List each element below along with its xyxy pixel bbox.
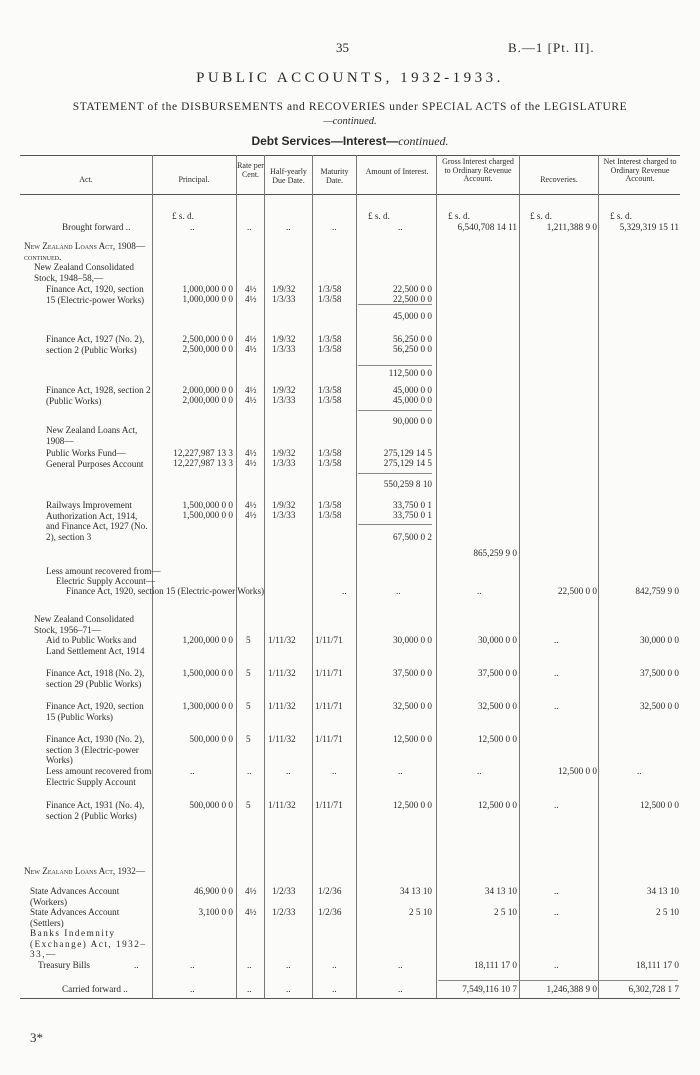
cell-due: 1/2/33 <box>272 886 296 896</box>
col-rule-5 <box>356 155 357 998</box>
table-bottom-rule <box>20 998 680 999</box>
cell-rate: 4½ <box>245 284 257 294</box>
section-title-cont: continued. <box>398 134 449 148</box>
cell-net: 30,000 0 0 <box>639 635 679 645</box>
cell-dots: .. <box>190 960 195 970</box>
less-recovered-line1: Less amount recovered from— <box>46 566 161 576</box>
nz-loans-1932-heading: New Zealand Loans Act, 1932— <box>24 866 146 876</box>
col-rule-8 <box>598 155 599 998</box>
cell-gross: 865,259 9 0 <box>473 548 517 558</box>
cell-dots: .. <box>398 960 403 970</box>
cell-dots: .. <box>477 766 482 776</box>
pwf-heading: New Zealand Loans Act, 1908— <box>46 425 138 446</box>
less-recovered-line2: Electric Supply Account— <box>56 576 155 586</box>
col-header-principal: Principal. <box>178 175 210 184</box>
col-header-half-yearly: Half-yearly Due Date. <box>270 167 307 185</box>
cell-net: 6,302,728 1 7 <box>628 984 679 994</box>
cell-maturity: 1/11/71 <box>315 734 343 744</box>
cell-amount: 56,250 0 0 <box>392 344 432 354</box>
cell-amount: 2 5 10 <box>409 907 432 917</box>
cell-amount: 37,500 0 0 <box>392 668 432 678</box>
cell-net: 37,500 0 0 <box>639 668 679 678</box>
unit-principal: £ s. d. <box>172 211 194 221</box>
cell-maturity: 1/3/58 <box>318 294 342 304</box>
cell-recoveries: .. <box>554 907 559 917</box>
col-rule-4 <box>312 155 313 998</box>
act-fa1931: Finance Act, 1931 (No. 4), section 2 (Public Works) <box>46 800 145 821</box>
cell-due: 1/3/33 <box>272 344 296 354</box>
cell-rate: 5 <box>246 668 251 678</box>
cell-maturity: 1/2/36 <box>318 907 342 917</box>
cell-rate: 4½ <box>245 886 257 896</box>
cell-recoveries: 1,211,388 9 0 <box>546 222 597 232</box>
cell-due: 1/11/32 <box>268 668 296 678</box>
cell-principal: 1,000,000 0 0 <box>182 294 233 304</box>
cell-rate: 4½ <box>245 907 257 917</box>
cell-dots: .. <box>190 984 195 994</box>
cell-recoveries: .. <box>554 701 559 711</box>
cell-amount: 22,500 0 0 <box>392 294 432 304</box>
cell-rate: 5 <box>246 734 251 744</box>
cell-dots: .. <box>286 222 291 232</box>
cell-maturity: 1/11/71 <box>315 701 343 711</box>
cell-gross: 34 13 10 <box>484 886 517 896</box>
cell-rate: 4½ <box>245 334 257 344</box>
cell-recoveries: .. <box>554 960 559 970</box>
cell-recoveries: .. <box>554 800 559 810</box>
cell-due: 1/11/32 <box>268 635 296 645</box>
cell-gross: 12,500 0 0 <box>477 734 517 744</box>
cell-dots: .. <box>332 222 337 232</box>
cell-principal: 1,500,000 0 0 <box>182 510 233 520</box>
cell-maturity: 1/11/71 <box>315 800 343 810</box>
cell-amount-total: 90,000 0 0 <box>392 416 432 426</box>
cell-gross: 7,549,116 10 7 <box>462 984 517 994</box>
cell-amount: 33,750 0 1 <box>392 510 432 520</box>
cell-due: 1/9/32 <box>272 334 296 344</box>
col-header-recoveries: Recoveries. <box>540 175 578 184</box>
cell-rate: 4½ <box>245 344 257 354</box>
document-reference: B.—1 [Pt. II]. <box>508 40 595 55</box>
cell-maturity: 1/11/71 <box>315 668 343 678</box>
cell-dots: .. <box>247 766 252 776</box>
cell-dots: .. <box>286 766 291 776</box>
col-rule-6 <box>436 155 437 998</box>
subtotal-rule <box>358 365 432 366</box>
cell-dots: .. <box>286 960 291 970</box>
cell-gross: 30,000 0 0 <box>477 635 517 645</box>
cell-dots: .. <box>190 766 195 776</box>
cell-net: 842,759 9 0 <box>635 586 679 596</box>
unit-amount: £ s. d. <box>368 211 390 221</box>
carried-rule <box>438 980 678 981</box>
cell-due: 1/3/33 <box>272 458 296 468</box>
unit-recoveries: £ s. d. <box>530 211 552 221</box>
cell-maturity: 1/3/58 <box>318 334 342 344</box>
cell-due: 1/9/32 <box>272 500 296 510</box>
cell-gross: 6,540,708 14 11 <box>457 222 517 232</box>
act-fa1930: Finance Act, 1930 (No. 2), section 3 (Electric-power Works) <box>46 734 145 766</box>
cell-principal: 500,000 0 0 <box>189 800 233 810</box>
cell-amount-total: 550,259 8 10 <box>383 479 432 489</box>
cell-dots: .. <box>190 222 195 232</box>
act-railways: Railways Improvement Authorization Act, 1914, and Finance Act, 1927 (No. 2), section 3 <box>46 500 148 542</box>
cell-amount: 45,000 0 0 <box>392 395 432 405</box>
cell-amount: 275,129 14 5 <box>383 448 432 458</box>
cell-dots: .. <box>342 586 347 596</box>
cell-recoveries: 1,246,388 9 0 <box>546 984 597 994</box>
cell-amount: 33,750 0 1 <box>392 500 432 510</box>
table-header-rule <box>20 194 680 195</box>
cell-principal: 2,500,000 0 0 <box>182 334 233 344</box>
cell-amount: 34 13 10 <box>399 886 432 896</box>
cell-amount: 56,250 0 0 <box>392 334 432 344</box>
page-number: 35 <box>336 40 349 55</box>
cell-principal: 12,227,987 13 3 <box>173 458 233 468</box>
col-rule-7 <box>519 155 520 998</box>
col-header-gross: Gross Interest charged to Ordinary Revenue Account. <box>442 157 514 184</box>
cell-dots: .. <box>398 984 403 994</box>
subtotal-rule <box>358 524 432 525</box>
cell-due: 1/3/33 <box>272 294 296 304</box>
cell-maturity: 1/3/58 <box>318 510 342 520</box>
cell-principal: 1,500,000 0 0 <box>182 668 233 678</box>
cell-amount-total: 67,500 0 2 <box>392 532 432 542</box>
cell-dots: .. <box>247 222 252 232</box>
cell-maturity: 1/2/36 <box>318 886 342 896</box>
col-rule-2 <box>236 155 237 998</box>
cell-rate: 4½ <box>245 500 257 510</box>
cell-maturity: 1/11/71 <box>315 635 343 645</box>
cell-amount-total: 112,500 0 0 <box>388 368 432 378</box>
cell-dots: .. <box>332 984 337 994</box>
cell-due: 1/9/32 <box>272 284 296 294</box>
cell-recoveries: .. <box>554 635 559 645</box>
cell-rate: 5 <box>246 635 251 645</box>
act-pwf: Public Works Fund—General Purposes Account <box>46 448 144 469</box>
cell-principal: 3,100 0 0 <box>198 907 233 917</box>
cell-principal: 1,000,000 0 0 <box>182 284 233 294</box>
cell-net: 18,111 17 0 <box>636 960 679 970</box>
cell-principal: 2,000,000 0 0 <box>182 385 233 395</box>
act-fa1920: Finance Act, 1920, section 15 (Electric-power Works) <box>46 284 145 305</box>
carried-forward-label: Carried forward .. <box>62 984 128 994</box>
cell-maturity: 1/3/58 <box>318 385 342 395</box>
cell-principal: 2,500,000 0 0 <box>182 344 233 354</box>
cell-dots: .. <box>286 984 291 994</box>
cell-rate: 5 <box>246 800 251 810</box>
cell-rate: 4½ <box>245 448 257 458</box>
cell-amount-total: 45,000 0 0 <box>392 311 432 321</box>
cell-rate: 4½ <box>245 385 257 395</box>
unit-net: £ s. d. <box>610 211 632 221</box>
treasury-bills-label: Treasury Bills <box>38 960 90 970</box>
cell-rate: 4½ <box>245 458 257 468</box>
cell-gross: 37,500 0 0 <box>477 668 517 678</box>
cell-principal: 1,200,000 0 0 <box>182 635 233 645</box>
cell-due: 1/3/33 <box>272 510 296 520</box>
act-less-recovered: Less amount recovered from Electric Supply Account <box>46 766 152 787</box>
cell-principal: 2,000,000 0 0 <box>182 395 233 405</box>
cell-amount: 45,000 0 0 <box>392 385 432 395</box>
cell-due: 1/11/32 <box>268 734 296 744</box>
cell-dots: .. <box>396 586 401 596</box>
cell-recoveries: 12,500 0 0 <box>557 766 597 776</box>
stock-1956-heading: New Zealand Consolidated Stock, 1956–71— <box>34 614 135 635</box>
col-header-amount: Amount of Interest. <box>365 167 429 176</box>
cell-gross: 18,111 17 0 <box>474 960 517 970</box>
act-sa-settlers: State Advances Account (Settlers) <box>30 907 120 928</box>
cell-dots: .. <box>332 960 337 970</box>
cell-gross: 12,500 0 0 <box>477 800 517 810</box>
cell-dots: .. <box>398 222 403 232</box>
cell-due: 1/3/33 <box>272 395 296 405</box>
cell-rate: 4½ <box>245 395 257 405</box>
cell-net: 34 13 10 <box>646 886 679 896</box>
brought-forward-label: Brought forward .. <box>62 222 131 232</box>
subtotal-rule <box>358 410 432 411</box>
unit-gross: £ s. d. <box>448 211 470 221</box>
cell-principal: 1,500,000 0 0 <box>182 500 233 510</box>
page-title: PUBLIC ACCOUNTS, 1932-1933. <box>196 70 504 86</box>
act-sa-workers: State Advances Account (Workers) <box>30 886 120 907</box>
consolidated-stock-heading: New Zealand Consolidated Stock, 1948–58,— <box>34 262 135 283</box>
nz-loans-1908-heading: New Zealand Loans Act, 1908—continued. <box>24 241 146 262</box>
cell-maturity: 1/3/58 <box>318 458 342 468</box>
cell-amount: 30,000 0 0 <box>392 635 432 645</box>
cell-due: 1/2/33 <box>272 907 296 917</box>
act-aid-pw: Aid to Public Works and Land Settlement Act, 1914 <box>46 635 145 656</box>
cell-dots: .. <box>134 960 139 970</box>
cell-principal: 500,000 0 0 <box>189 734 233 744</box>
cell-maturity: 1/3/58 <box>318 395 342 405</box>
cell-rate: 5 <box>246 701 251 711</box>
table-top-rule <box>20 155 680 156</box>
cell-gross: 32,500 0 0 <box>477 701 517 711</box>
cell-net: 12,500 0 0 <box>639 800 679 810</box>
statement-subtitle: STATEMENT of the DISBURSEMENTS and RECOVERIES under SPECIAL ACTS of the LEGISLATURE <box>72 101 628 113</box>
act-fa1918: Finance Act, 1918 (No. 2), section 29 (Public Works) <box>46 668 145 689</box>
cell-dots: .. <box>332 766 337 776</box>
act-fa1927: Finance Act, 1927 (No. 2), section 2 (Public Works) <box>46 334 145 355</box>
cell-dots: .. <box>637 766 642 776</box>
cell-recoveries: 22,500 0 0 <box>557 586 597 596</box>
cell-due: 1/11/32 <box>268 800 296 810</box>
cell-net: 5,329,319 15 11 <box>619 222 679 232</box>
statement-subtitle-continued: —continued. <box>323 116 377 127</box>
act-banks-indemnity: Banks Indemnity (Exchange) Act, 1932–33,— <box>30 928 147 960</box>
cell-due: 1/11/32 <box>268 701 296 711</box>
cell-gross: 2 5 10 <box>494 907 517 917</box>
cell-rate: 4½ <box>245 510 257 520</box>
col-header-rate: Rate per Cent. <box>237 161 264 179</box>
section-title-text: Debt Services—Interest— <box>251 134 399 148</box>
cell-maturity: 1/3/58 <box>318 284 342 294</box>
cell-principal: 12,227,987 13 3 <box>173 448 233 458</box>
cell-due: 1/9/32 <box>272 385 296 395</box>
cell-maturity: 1/3/58 <box>318 344 342 354</box>
cell-principal: 1,300,000 0 0 <box>182 701 233 711</box>
cell-amount: 275,129 14 5 <box>383 458 432 468</box>
section-title <box>0 134 700 149</box>
cell-amount: 12,500 0 0 <box>392 800 432 810</box>
col-header-net: Net Interest charged to Ordinary Revenue Account. <box>603 157 677 184</box>
act-fa1928: Finance Act, 1928, section 2 (Public Works) <box>46 385 151 406</box>
cell-amount: 22,500 0 0 <box>392 284 432 294</box>
cell-net: 2 5 10 <box>656 907 679 917</box>
col-header-act: Act. <box>79 175 93 184</box>
col-header-maturity: Maturity Date. <box>320 167 349 185</box>
cell-dots: .. <box>247 984 252 994</box>
col-rule-3 <box>264 155 265 998</box>
cell-dots: .. <box>247 960 252 970</box>
act-fa1920b: Finance Act, 1920, section 15 (Public Works) <box>46 701 144 722</box>
cell-amount: 12,500 0 0 <box>392 734 432 744</box>
cell-due: 1/9/32 <box>272 448 296 458</box>
cell-amount: 32,500 0 0 <box>392 701 432 711</box>
cell-dots: .. <box>477 586 482 596</box>
subtotal-rule <box>358 473 432 474</box>
cell-recoveries: .. <box>554 668 559 678</box>
less-recovered-line3: Finance Act, 1920, section 15 (Electric-power Works) <box>66 586 265 596</box>
cell-recoveries: .. <box>554 886 559 896</box>
cell-principal: 46,900 0 0 <box>193 886 233 896</box>
cell-net: 32,500 0 0 <box>639 701 679 711</box>
cell-maturity: 1/3/58 <box>318 500 342 510</box>
signature-mark: 3* <box>30 1030 43 1045</box>
cell-dots: .. <box>398 766 403 776</box>
cell-rate: 4½ <box>245 294 257 304</box>
cell-maturity: 1/3/58 <box>318 448 342 458</box>
